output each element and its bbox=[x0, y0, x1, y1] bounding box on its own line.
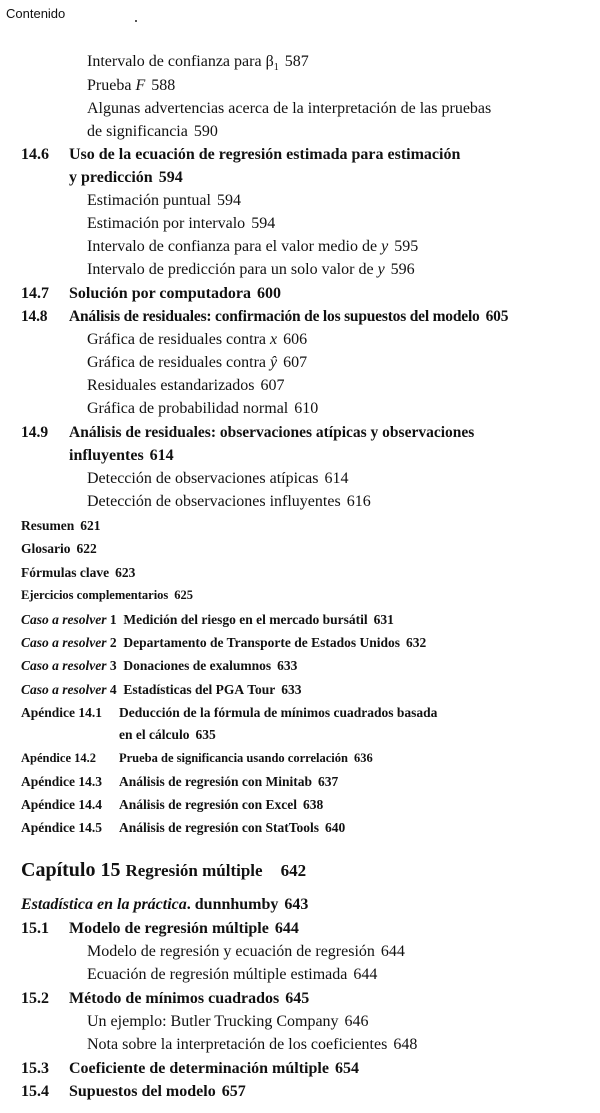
page-number: 594 bbox=[216, 192, 241, 209]
toc-entry-text: Detección de observaciones atípicas bbox=[87, 470, 319, 487]
section-title: Coeficiente de determinación múltiple bbox=[69, 1060, 329, 1077]
page-number: 587 bbox=[284, 53, 309, 70]
page-number: 644 bbox=[353, 966, 378, 983]
end-matter-entry bbox=[21, 588, 193, 603]
toc-entry-text: Nota sobre la interpretación de los coeficientes bbox=[87, 1036, 388, 1053]
running-header: Contenido bbox=[6, 6, 66, 21]
appendix-entry bbox=[21, 751, 373, 766]
section-title: Solución por computadora bbox=[69, 285, 251, 302]
case-number: 4 bbox=[109, 682, 117, 697]
toc-entry bbox=[87, 966, 377, 984]
section-number: 15.1 bbox=[21, 920, 49, 937]
toc-entry bbox=[87, 53, 309, 73]
section-heading bbox=[21, 308, 508, 326]
chapter-title: Regresión múltiple bbox=[125, 861, 263, 880]
italic-symbol: y bbox=[377, 261, 385, 278]
toc-entry bbox=[87, 261, 415, 279]
page-number: 594 bbox=[251, 215, 276, 232]
page-number: 657 bbox=[221, 1083, 246, 1100]
section-title: Modelo de regresión múltiple bbox=[69, 920, 269, 937]
section-heading bbox=[21, 285, 281, 303]
page-number: 636 bbox=[353, 751, 373, 765]
page-number: 614 bbox=[149, 447, 174, 464]
section-number: 14.7 bbox=[21, 285, 49, 302]
page-number: 644 bbox=[380, 943, 405, 960]
section-number: 15.2 bbox=[21, 990, 49, 1007]
section-title: Uso de la ecuación de regresión estimada para estimación bbox=[69, 146, 461, 163]
toc-entry-text: Algunas advertencias acerca de la interpretación de las pruebas bbox=[87, 100, 492, 117]
page-number: 610 bbox=[294, 400, 319, 417]
toc-entry bbox=[87, 123, 218, 141]
entry-title: Resumen bbox=[21, 518, 75, 533]
entry-title: Donaciones de exalumnos bbox=[123, 658, 272, 673]
toc-entry-text: Intervalo de confianza para el valor medio de bbox=[87, 238, 382, 255]
toc-entry-text: Gráfica de residuales contra bbox=[87, 331, 271, 348]
case-label: Caso a resolver bbox=[21, 612, 107, 627]
entry-title: Análisis de regresión con Minitab bbox=[119, 774, 313, 789]
page-number: 654 bbox=[334, 1060, 359, 1077]
case-label: Caso a resolver bbox=[21, 682, 107, 697]
feature-title: . dunnhumby bbox=[186, 896, 279, 913]
section-number: 14.9 bbox=[21, 424, 49, 441]
page-number: 637 bbox=[318, 774, 339, 789]
entry-title: Prueba de significancia usando correlación bbox=[119, 751, 348, 765]
toc-entry-text: Gráfica de probabilidad normal bbox=[87, 400, 289, 417]
page-number: 614 bbox=[324, 470, 349, 487]
section-number: 15.3 bbox=[21, 1060, 49, 1077]
entry-title-smallcaps: PGA bbox=[215, 682, 245, 697]
case-entry bbox=[21, 635, 426, 651]
case-entry bbox=[21, 612, 394, 628]
appendix-label: Apéndice 14.1 bbox=[21, 705, 102, 720]
end-matter-entry bbox=[21, 565, 135, 581]
section-heading bbox=[21, 1060, 359, 1078]
italic-symbol: F bbox=[135, 77, 146, 94]
appendix-entry bbox=[21, 705, 437, 721]
end-matter-entry bbox=[21, 541, 97, 557]
entry-title: Estadísticas del bbox=[123, 682, 216, 697]
toc-entry bbox=[87, 943, 405, 961]
page-number: 625 bbox=[174, 588, 194, 602]
section-title: influyentes bbox=[69, 447, 144, 464]
italic-symbol: y bbox=[381, 238, 389, 255]
toc-entry-text: Gráfica de residuales contra bbox=[87, 354, 271, 371]
page-number: 596 bbox=[390, 261, 415, 278]
toc-entry bbox=[87, 238, 418, 256]
section-heading bbox=[21, 990, 309, 1008]
section-heading bbox=[21, 1083, 246, 1101]
toc-entry-text: Prueba bbox=[87, 77, 136, 94]
page-number: 595 bbox=[394, 238, 419, 255]
subscript: 1 bbox=[273, 62, 279, 74]
section-number: 14.6 bbox=[21, 146, 49, 163]
entry-title: Análisis de regresión con Excel bbox=[119, 797, 297, 812]
toc-entry-text: de significancia bbox=[87, 123, 188, 140]
page-number: 643 bbox=[284, 896, 309, 913]
page-number: 642 bbox=[280, 861, 307, 880]
toc-entry bbox=[87, 470, 348, 488]
feature-label: Estadística en la práctica bbox=[21, 896, 187, 913]
page-number: 633 bbox=[277, 658, 298, 673]
appendix-entry-cont bbox=[119, 727, 216, 743]
toc-entry-text: Residuales estandarizados bbox=[87, 377, 255, 394]
page-number: 644 bbox=[274, 920, 299, 937]
toc-entry-text: Estimación por intervalo bbox=[87, 215, 246, 232]
entry-title: Deducción de la fórmula de mínimos cuadrados basada bbox=[119, 705, 438, 720]
toc-entry-text: Intervalo de confianza para β bbox=[87, 53, 274, 70]
page-number: 622 bbox=[76, 541, 97, 556]
appendix-entry bbox=[21, 797, 323, 813]
entry-title: Análisis de regresión con StatTools bbox=[119, 820, 320, 835]
page-number: 632 bbox=[406, 635, 427, 650]
page-number: 590 bbox=[193, 123, 218, 140]
page-number: 621 bbox=[80, 518, 101, 533]
case-label: Caso a resolver bbox=[21, 658, 107, 673]
italic-symbol: ŷ bbox=[270, 354, 278, 371]
section-title: Supuestos del modelo bbox=[69, 1083, 216, 1100]
case-number: 2 bbox=[109, 635, 117, 650]
section-title: y predicción bbox=[69, 169, 153, 186]
case-entry bbox=[21, 682, 302, 698]
entry-title: Fórmulas clave bbox=[21, 565, 110, 580]
appendix-label: Apéndice 14.4 bbox=[21, 797, 102, 812]
toc-entry bbox=[87, 77, 175, 95]
toc-entry bbox=[87, 215, 275, 233]
page-number: 600 bbox=[256, 285, 281, 302]
toc-entry-text: Intervalo de predicción para un solo valor de bbox=[87, 261, 378, 278]
section-title: Análisis de residuales: observaciones atípicas y observaciones bbox=[69, 424, 475, 441]
toc-entry bbox=[87, 377, 285, 395]
appendix-label: Apéndice 14.3 bbox=[21, 774, 102, 789]
case-number: 3 bbox=[109, 658, 117, 673]
appendix-entry bbox=[21, 774, 338, 790]
toc-entry-text: Estimación puntual bbox=[87, 192, 211, 209]
page-number: 646 bbox=[344, 1013, 369, 1030]
page-number: 607 bbox=[260, 377, 285, 394]
page-number: 648 bbox=[393, 1036, 418, 1053]
italic-symbol: x bbox=[270, 331, 278, 348]
section-heading-cont bbox=[69, 169, 183, 187]
chapter-heading bbox=[21, 859, 306, 882]
appendix-label: Apéndice 14.5 bbox=[21, 820, 102, 835]
section-number: 15.4 bbox=[21, 1083, 49, 1100]
appendix-label: Apéndice 14.2 bbox=[21, 751, 96, 765]
section-title: Método de mínimos cuadrados bbox=[69, 990, 280, 1007]
case-number: 1 bbox=[109, 612, 117, 627]
scan-mark bbox=[135, 20, 137, 22]
toc-entry-text: Ecuación de regresión múltiple estimada bbox=[87, 966, 348, 983]
page-number: 605 bbox=[485, 308, 509, 325]
entry-title: Tour bbox=[244, 682, 276, 697]
page-number: 616 bbox=[346, 493, 371, 510]
page-number: 606 bbox=[283, 331, 308, 348]
toc-entry-text: Detección de observaciones influyentes bbox=[87, 493, 341, 510]
case-entry bbox=[21, 658, 297, 674]
page-number: 633 bbox=[281, 682, 302, 697]
toc-entry bbox=[87, 1036, 417, 1054]
section-heading bbox=[21, 146, 460, 164]
toc-entry bbox=[87, 100, 491, 118]
toc-entry-text: Modelo de regresión y ecuación de regresión bbox=[87, 943, 375, 960]
page-number: 645 bbox=[285, 990, 310, 1007]
appendix-entry bbox=[21, 820, 345, 836]
section-number: 14.8 bbox=[21, 308, 48, 325]
toc-entry bbox=[87, 331, 307, 349]
end-matter-entry bbox=[21, 518, 101, 534]
section-title: Análisis de residuales: confirmación de los supuestos del modelo bbox=[69, 308, 480, 325]
toc-entry bbox=[87, 192, 241, 210]
chapter-label: Capítulo 15 bbox=[21, 859, 121, 881]
toc-entry bbox=[87, 354, 307, 372]
toc-entry bbox=[87, 493, 371, 511]
section-heading bbox=[21, 920, 299, 938]
page-number: 638 bbox=[303, 797, 324, 812]
section-heading-cont bbox=[69, 447, 174, 465]
entry-title: en el cálculo bbox=[119, 727, 190, 742]
page-number: 588 bbox=[151, 77, 176, 94]
page-number: 631 bbox=[373, 612, 394, 627]
toc-entry bbox=[87, 1013, 369, 1031]
page-number: 635 bbox=[195, 727, 216, 742]
entry-title: Glosario bbox=[21, 541, 71, 556]
page-number: 594 bbox=[158, 169, 183, 186]
page-number: 640 bbox=[325, 820, 346, 835]
toc-entry bbox=[87, 400, 318, 418]
entry-title: Medición del riesgo en el mercado bursátil bbox=[123, 612, 368, 627]
entry-title: Departamento de Transporte de Estados Unidos bbox=[123, 635, 401, 650]
feature-entry bbox=[21, 896, 308, 914]
entry-title: Ejercicios complementarios bbox=[21, 588, 169, 602]
page-number: 623 bbox=[115, 565, 136, 580]
page-number: 607 bbox=[283, 354, 308, 371]
toc-entry-text: Un ejemplo: Butler Trucking Company bbox=[87, 1013, 339, 1030]
case-label: Caso a resolver bbox=[21, 635, 107, 650]
section-heading bbox=[21, 424, 474, 442]
